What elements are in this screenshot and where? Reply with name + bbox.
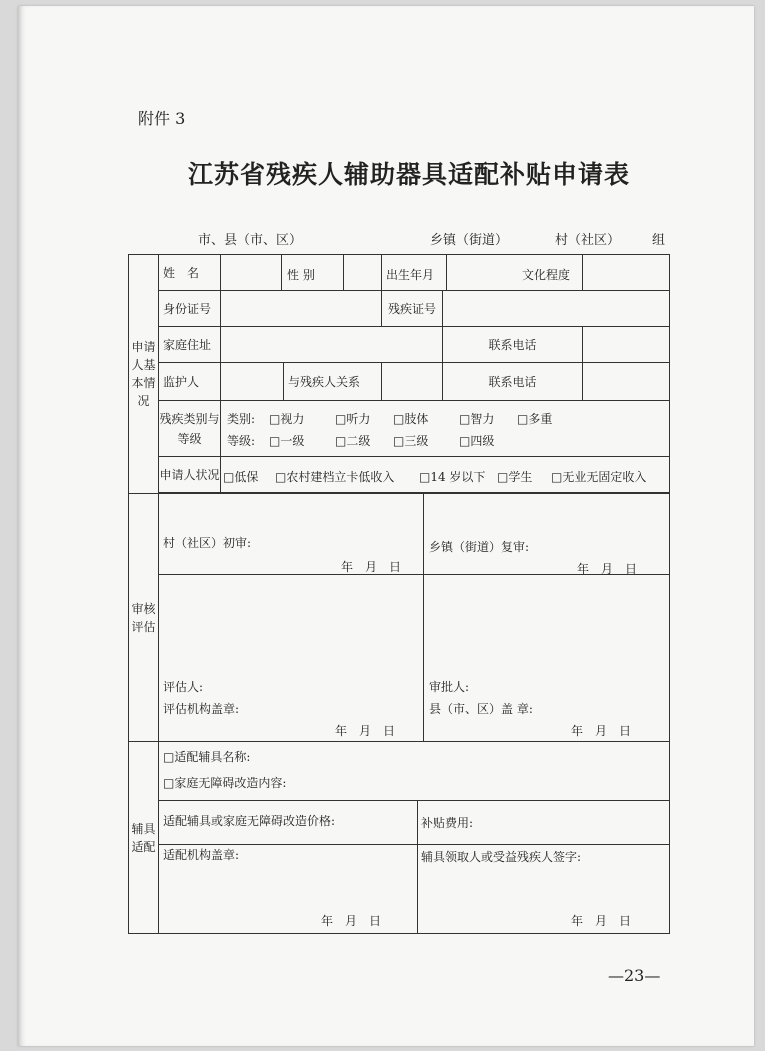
category-vision[interactable]: □视力 <box>269 412 305 426</box>
review-area <box>159 494 670 742</box>
device-name-label[interactable]: □适配辅具名称: <box>163 750 251 764</box>
grade-four[interactable]: □四级 <box>459 434 495 448</box>
status-low-income[interactable]: □低保 <box>223 470 259 484</box>
village-review-date: 年 月 日 <box>341 560 402 574</box>
form-title: 江苏省残疾人辅助器具适配补贴申请表 <box>188 160 631 189</box>
grade-two[interactable]: □二级 <box>335 434 371 448</box>
county-seal-label: 县（市、区）盖 章: <box>429 702 533 716</box>
category-intellectual[interactable]: □智力 <box>459 412 495 426</box>
category-hearing[interactable]: □听力 <box>335 412 371 426</box>
disability-id-label: 残疾证号 <box>382 291 443 327</box>
subsidy-label: 补贴费用: <box>421 816 474 830</box>
village-review-label: 村（社区）初审: <box>163 536 252 550</box>
status-options <box>221 457 670 493</box>
price-label: 适配辅具或家庭无障碍改造价格: <box>163 814 336 828</box>
town-review-date: 年 月 日 <box>577 562 638 576</box>
header-town: 乡镇（街道） <box>430 233 509 248</box>
page-number: —23— <box>608 966 661 985</box>
category-options <box>221 401 670 457</box>
address-value[interactable] <box>221 327 443 363</box>
fitting-date: 年 月 日 <box>321 914 382 928</box>
guardian-value[interactable] <box>221 363 284 401</box>
grade-one[interactable]: □一级 <box>269 434 305 448</box>
guardian-label: 监护人 <box>159 363 221 401</box>
relation-label: 与残疾人关系 <box>284 363 382 401</box>
birth-label: 出生年月 <box>386 268 435 282</box>
review-section-label: 审核评估 <box>129 494 159 742</box>
sign-date: 年 月 日 <box>571 914 632 928</box>
category-limb[interactable]: □肢体 <box>393 412 429 426</box>
id-label: 身份证号 <box>159 291 221 327</box>
home-mod-label[interactable]: □家庭无障碍改造内容: <box>163 776 287 790</box>
header-city-county: 市、县（市、区） <box>198 233 303 248</box>
category-prefix: 类别: <box>227 412 256 426</box>
category-multiple[interactable]: □多重 <box>517 412 553 426</box>
fitting-area <box>159 742 670 934</box>
fitting-seal-label: 适配机构盖章: <box>163 848 240 862</box>
assessor-label: 评估人: <box>163 680 204 694</box>
application-form-table <box>128 254 670 934</box>
header-group: 组 <box>652 233 666 248</box>
name-label: 姓 名 <box>159 255 221 291</box>
relation-value[interactable] <box>382 363 443 401</box>
town-review-label: 乡镇（街道）复审: <box>429 540 530 554</box>
assess-date: 年 月 日 <box>335 724 396 738</box>
birth-cell <box>382 255 583 291</box>
education-value[interactable] <box>583 255 670 291</box>
phone-label-2: 联系电话 <box>443 363 583 401</box>
phone-value-2[interactable] <box>583 363 670 401</box>
header-village: 村（社区） <box>555 233 621 248</box>
grade-prefix: 等级: <box>227 434 256 448</box>
gender-label: 性 别 <box>287 268 315 282</box>
recipient-sign-label: 辅具领取人或受益残疾人签字: <box>421 850 582 864</box>
category-label: 残疾类别与等级 <box>159 401 221 457</box>
phone-value[interactable] <box>583 327 670 363</box>
name-gender-cell <box>221 255 382 291</box>
status-unemployed[interactable]: □无业无固定收入 <box>551 470 647 484</box>
assess-seal-label: 评估机构盖章: <box>163 702 240 716</box>
status-rural-poverty[interactable]: □农村建档立卡低收入 <box>275 470 395 484</box>
grade-three[interactable]: □三级 <box>393 434 429 448</box>
phone-label: 联系电话 <box>443 327 583 363</box>
disability-id-value[interactable] <box>443 291 670 327</box>
fitting-section-label: 辅具适配 <box>129 742 159 934</box>
document-page <box>18 6 754 1046</box>
applicant-section-label: 申请人基本情况 <box>129 255 159 494</box>
status-student[interactable]: □学生 <box>497 470 533 484</box>
status-label: 申请人状况 <box>159 457 221 493</box>
status-under-14[interactable]: □14 岁以下 <box>419 470 486 484</box>
annex-label: 附件 3 <box>138 109 186 128</box>
education-label: 文化程度 <box>522 268 571 282</box>
approver-label: 审批人: <box>429 680 470 694</box>
address-label: 家庭住址 <box>159 327 221 363</box>
id-value[interactable] <box>221 291 382 327</box>
approve-date: 年 月 日 <box>571 724 632 738</box>
